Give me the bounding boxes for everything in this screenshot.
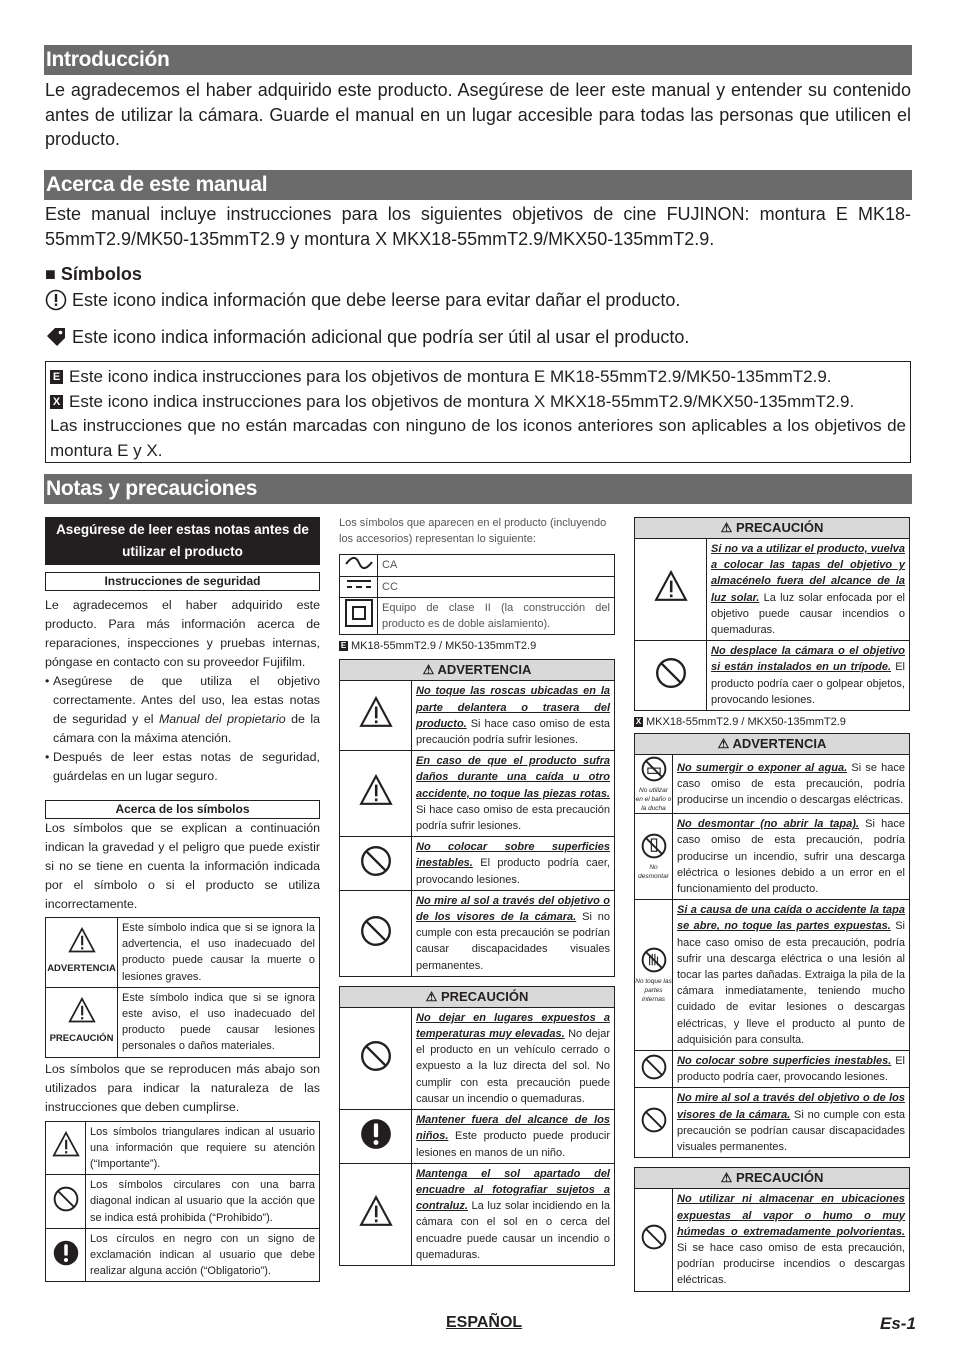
right-w3-icon-cell [635,900,673,1051]
dc-label: CC [378,576,615,597]
mid-w3-bold: No colocar sobre superficies inestables. [416,841,610,870]
mid-warning-header-text: ADVERTENCIA [437,662,532,678]
mid-caution-row-1 [340,1007,615,1109]
right-c1-icon-cell [635,539,707,641]
right-q1-icon-cell [635,1189,673,1291]
ac-label: CA [378,555,615,576]
prohibited-icon [640,1106,668,1134]
safety-paragraph: Le agradecemos el haber adquirido este producto. Para más información acerca de reparaciones, inspecciones y pruebas internas, póngase en contacto con su proveedor Fujifilm. [45,598,320,669]
mount-e-text: Este icono indica instrucciones para los objetivos de montura E MK18-55mmT2.9/MK50-135mmT2.9. [69,367,832,386]
prohibited-icon [359,914,393,948]
right-w2-icon-label: No desmontar [638,864,669,881]
mid-warning-row-3 [340,837,615,891]
mid-w2-icon-cell [340,751,412,837]
mid-w2-bold: En caso de que el producto sufra daños durante una caída u otro accidente, no toque las piezas rotas. [416,755,610,800]
mid-caution-header-row [340,986,615,1007]
right-q1-bold: No utilizar ni almacenar en ubicaciones expuestas al vapor o humo o muy húmedas o extremadamente polvorientas. [677,1193,905,1238]
right-caution2-table [634,1167,910,1291]
right-caution-row-1 [635,539,910,641]
right-q1-text [673,1189,910,1291]
footer-language: ESPAÑOL [446,1314,523,1331]
prohibited-icon [654,656,688,690]
right-w1-text [673,755,910,814]
warning-symbol-cell [46,918,118,988]
right-caution-header: ⚠ PRECAUCIÓN [635,518,910,539]
right-w3-icon-label: No toque las partes internas [635,978,672,1004]
dc-row [340,576,615,597]
mid-w1-body: Si hace caso omiso de esta precaución podría sufrir lesiones. [416,717,610,747]
ac-cell [340,555,378,576]
mandatory-icon [359,1117,393,1151]
sym-info-text: Este icono indica información adicional que podría ser útil al usar el producto. [72,327,690,347]
right-warning-table [634,733,910,1158]
right-c2-icon-cell [635,641,707,711]
mid-w1-bold: No toque las roscas ubicadas en la parte delantera o trasera del producto. [416,685,610,730]
mid-caution-header-text: PRECAUCIÓN [440,988,529,1004]
mid-w4-icon-cell [340,890,412,976]
prohibited-icon [52,1185,80,1213]
warning-triangle-icon [359,774,393,808]
right-w2-body: Si hace caso omiso de esta precaución, podría producirse un incendio, sufrir una descarga eléctrica o lesiones debido a un error en el funcionamiento del producto. [677,818,906,896]
class2-label: Equipo de clase II (la construcción del producto es de doble aislamiento). [378,597,615,634]
mid-warning-header-row [340,660,615,681]
mid-w1-icon-cell [340,681,412,751]
prohibited-icon [640,1053,668,1081]
right-c2-text [707,641,910,711]
right-c1-text [707,539,910,641]
mid-warning-row-2 [340,751,615,837]
symbol-type-mandatory [46,1228,320,1282]
read-notes-box: Asegúrese de leer estas notas antes de utilizar el producto [45,517,320,565]
mid-c1-icon-cell [340,1007,412,1109]
warning-triangle-icon [68,927,96,955]
mid-w4-body: Si no cumple con esta precaución se podrían causar discapacidades visuales permanentes. [416,911,610,972]
mid-warning-row-1 [340,681,615,751]
about-body: Este manual incluye instrucciones para los siguientes objetivos de cine FUJINON: montura E MK18-55mmT2.9/MK50-135mmT2.9 y montura X MKX18-55mmT2.9/MKX50-135mmT2.9. [45,204,911,249]
x-mount-small-icon: X [635,717,642,727]
caution-description: Este símbolo indica que si se ignora este aviso, el uso inadecuado del producto puede causar lesiones personales o daños materiales. [118,987,320,1057]
right-caution-header-text: PRECAUCIÓN [735,520,824,535]
mid-w1-text [412,681,615,751]
mid-c2-body: Este producto puede producir lesiones en manos de un niño. [416,1130,610,1159]
right-w1-bold: No sumergir o exponer al agua. [677,761,848,774]
caution-circle-icon [45,289,67,311]
mid-w2-body: Si hace caso omiso de esta precaución podría sufrir lesiones. [416,803,610,833]
mid-warning-table [339,659,615,976]
right-caution-table [634,517,910,711]
right-w2-icon-cell [635,814,673,900]
x-models-line [634,714,910,730]
footer-page-number: Es-1 [880,1314,916,1333]
about-title: Acerca de este manual [44,170,912,200]
right-w4-icon-cell [635,1051,673,1088]
mandatory-description: Los círculos en negro con un signo de exclamación indican al usuario que debe realizar alguna acción (“Obligatorio”). [86,1228,320,1282]
right-c2-bold: No desplace la cámara o el objetivo si están instalados en un trípode. [711,645,905,674]
right-caution2-header-row [635,1168,910,1189]
right-w4-bold: No colocar sobre superficies inestables. [677,1055,892,1068]
class2-cell [340,597,378,634]
right-warning-row-5 [635,1088,910,1158]
mount-x-row [50,390,906,415]
mid-caution-row-3 [340,1163,615,1265]
right-caution-header-row [635,518,910,539]
right-w1-icon-label: No utilizar en el baño o la ducha [635,787,672,813]
mandatory-icon [52,1239,80,1267]
severity-row-warning [46,918,320,988]
right-warning-header-text: ADVERTENCIA [732,736,827,752]
bullet-2-text: Después de leer estas notas de seguridad, guárdelas en un lugar seguro. [53,750,320,783]
right-w3-body: Si hace caso omiso de esta precaución, podría sufrir una descarga eléctrica o una lesión al tocar las partes dañadas. Extraiga la pila de la cámara inmediatamente, teniendo mucho cuidado de evitar lesiones o descargas eléctricas, y lleve el producto al punto de adquisición para consulta. [677,920,905,1046]
right-w5-text [673,1088,910,1158]
dc-icon [344,577,374,591]
e-models-text: MK18-55mmT2.9 / MK50-135mmT2.9 [351,640,537,653]
no-bath-icon [640,755,668,783]
mount-e-row [50,365,906,390]
mount-box [45,361,911,463]
symbol-type-triangle [46,1121,320,1175]
right-c2-body: El producto podría caer o golpear objetos, provocando lesiones. [711,661,905,706]
right-warning-row-2 [635,814,910,900]
mid-w2-text [412,751,615,837]
no-disassemble-icon [640,832,668,860]
right-caution-row-2 [635,641,910,711]
severity-row-caution [46,987,320,1057]
triangle-description: Los símbolos triangulares indican al usuario una información que requiere su atención (“Importante”). [86,1121,320,1175]
mid-w3-body: El producto podría caer, provocando lesiones. [416,857,610,886]
bullet-2: • Después de leer estas notas de seguridad, guárdelas en un lugar seguro. [45,748,320,786]
right-w2-bold: No desmontar (no abrir la tapa). [677,818,859,831]
prohibited-icon [359,1039,393,1073]
symbols-paragraph: Los símbolos que se explican a continuación indican la gravedad y el peligro que puede existir si no se tiene en cuenta la información indicada por el símbolo o si el producto se utiliza incorrectamente. [45,821,320,911]
right-column [634,517,910,1292]
mount-both-text: Las instrucciones que no están marcadas con ninguno de los iconos anteriores son aplicables a los objetivos de montura E y X. [50,416,906,460]
mid-c2-text [412,1110,615,1164]
mid-c3-body: La luz solar incidiendo en la cámara con el sol en o cerca del encuadre puede causar un incendio o quemaduras. [416,1200,610,1261]
sym-info-line [45,326,689,348]
x-models-text: MKX18-55mmT2.9 / MKX50-135mmT2.9 [646,716,846,729]
right-caution2-header: ⚠ PRECAUCIÓN [635,1168,910,1189]
class2-row [340,597,615,634]
right-w3-text [673,900,910,1051]
manual-title: Manual del propietario [158,712,286,726]
warning-description: Este símbolo indica que si se ignora la advertencia, el uso inadecuado del producto puede causar la muerte o lesiones graves. [118,918,320,988]
right-c1-body: La luz solar enfocada por el objetivo puede causar incendios o quemaduras. [711,591,905,637]
prohibited-icon [359,844,393,878]
warning-triangle-icon [359,1195,393,1229]
right-w4-body: El producto podría caer, provocando lesiones. [677,1055,905,1084]
right-w5-bold: No mire al sol a través del objetivo o de los visores de la cámara. [677,1092,905,1121]
e-mount-icon: E [50,370,63,384]
notes-title: Notas y precauciones [44,474,912,504]
mount-x-text: Este icono indica instrucciones para los objetivos de montura X MKX18-55mmT2.9/MKX50-135mmT2.9. [69,391,855,411]
safety-heading: Instrucciones de seguridad [45,572,320,591]
mid-caution-row-2 [340,1110,615,1164]
bullet-1-text-a: Asegúrese de que utiliza el objetivo correctamente. Antes del uso, lea estas notas de seguridad y el [53,674,320,726]
symbol-type-prohibited [46,1175,320,1229]
right-warning-header: ⚠ ADVERTENCIA [635,734,910,755]
mid-caution-table [339,986,615,1266]
right-warning-header-row [635,734,910,755]
mandatory-cell [46,1228,86,1282]
mid-c3-bold: Mantenga el sol apartado del encuadre al fotografiar sujetos a contraluz. [416,1167,610,1213]
product-symbols-intro: Los símbolos que aparecen en el producto (incluyendo los accesorios) representan lo siguiente: [339,517,607,546]
mid-c1-bold: No dejar en lugares expuestos a temperaturas muy elevadas. [416,1011,610,1041]
ac-wave-icon [344,556,374,570]
right-warning-row-1 [635,755,910,814]
mid-w4-bold: No mire al sol a través del objetivo o de los visores de la cámara. [416,894,610,924]
reproduce-paragraph: Los símbolos que se reproducen más abajo son utilizados para indicar la naturaleza de las instrucciones que deben cumplirse. [45,1061,320,1114]
mid-w3-text [412,837,615,891]
dc-cell [340,576,378,597]
no-touch-icon [640,946,668,974]
mid-warning-row-4 [340,890,615,976]
caution-triangle-icon [68,997,96,1025]
ac-row [340,555,615,576]
symbols-heading: ■ Símbolos [45,264,142,284]
right-caution2-row-1 [635,1189,910,1291]
e-mount-small-icon: E [340,641,347,651]
intro-title: Introducción [44,45,912,75]
right-w1-icon-cell [635,755,673,814]
prohibited-cell [46,1175,86,1229]
right-warning-row-3 [635,900,910,1051]
e-models-line [339,638,615,654]
intro-body: Le agradecemos el haber adquirido este producto. Asegúrese de leer este manual y entender su contenido antes de utilizar la cámara. Guarde el manual en un lugar accesible para todas las personas que utilicen el producto. [45,80,911,149]
bullet-1: • Asegúrese de que utiliza el objetivo correctamente. Antes del uso, lea estas notas de seguridad y el Manual del propietario de la cámara con la máxima atención. [45,674,321,745]
mid-c3-icon-cell [340,1163,412,1265]
warning-triangle-icon [654,570,688,604]
right-w2-text [673,814,910,900]
middle-column [339,515,615,1266]
mid-w4-text [412,890,615,976]
tag-icon [45,326,67,348]
right-warning-row-4 [635,1051,910,1088]
right-c1-bold: Si no va a utilizar el producto, vuelva a colocar las tapas del objetivo y almacénelo fuera del alcance de la luz solar. [711,543,905,604]
mid-caution-header: ⚠ PRECAUCIÓN [340,986,615,1007]
mid-c3-text [412,1163,615,1265]
severity-table [45,917,320,1058]
warning-triangle-icon [359,696,393,730]
mid-c2-bold: Mantener fuera del alcance de los niños. [416,1114,610,1143]
bullet-1-text-c: de la cámara con la máxima atención. [53,712,321,745]
right-q1-body: Si se hace caso omiso de esta precaución, podrían producirse incendios o descargas eléctricas. [677,1241,905,1287]
triangle-cell [46,1121,86,1175]
mid-c1-body: No dejar el producto en un vehículo cerrado o expuesto a la luz directa del sol. No cumplir con esta precaución puede causar un incendio o quemaduras. [416,1028,611,1105]
warning-label: ADVERTENCIA [47,963,116,975]
symbols-about-heading: Acerca de los símbolos [45,800,320,819]
double-insulation-icon [344,598,374,628]
caution-symbol-cell [46,987,118,1057]
right-w4-text [673,1051,910,1088]
prohibited-icon [640,1223,668,1251]
mid-warning-header: ⚠ ADVERTENCIA [340,660,615,681]
caution-label: PRECAUCIÓN [49,1033,114,1045]
right-w1-body: Si se hace caso omiso de esta precaución, podría producirse un incendio o descargas eléctricas. [677,761,906,807]
mid-c2-icon-cell [340,1110,412,1164]
sym-caution-text: Este icono indica información que debe leerse para evitar dañar el producto. [72,290,681,310]
left-column [45,517,320,1282]
mid-w3-icon-cell [340,837,412,891]
mid-c1-text [412,1007,615,1109]
important-triangle-icon [52,1131,80,1159]
right-w3-bold: Si a causa de una caída o accidente la tapa se abre, no toque las partes expuestas. [677,904,905,933]
right-w5-icon-cell [635,1088,673,1158]
prohibited-description: Los símbolos circulares con una barra diagonal indican al usuario que la acción que se indica está prohibida (“Prohibido”). [86,1175,320,1229]
sym-caution-line [45,289,680,311]
x-mount-icon: X [50,395,63,409]
symbol-types-table [45,1121,320,1283]
right-caution2-header-text: PRECAUCIÓN [735,1170,824,1186]
product-symbols-table [339,554,615,635]
right-w5-body: Si no cumple con esta precaución se podrían causar discapacidades visuales permanentes. [677,1108,905,1154]
